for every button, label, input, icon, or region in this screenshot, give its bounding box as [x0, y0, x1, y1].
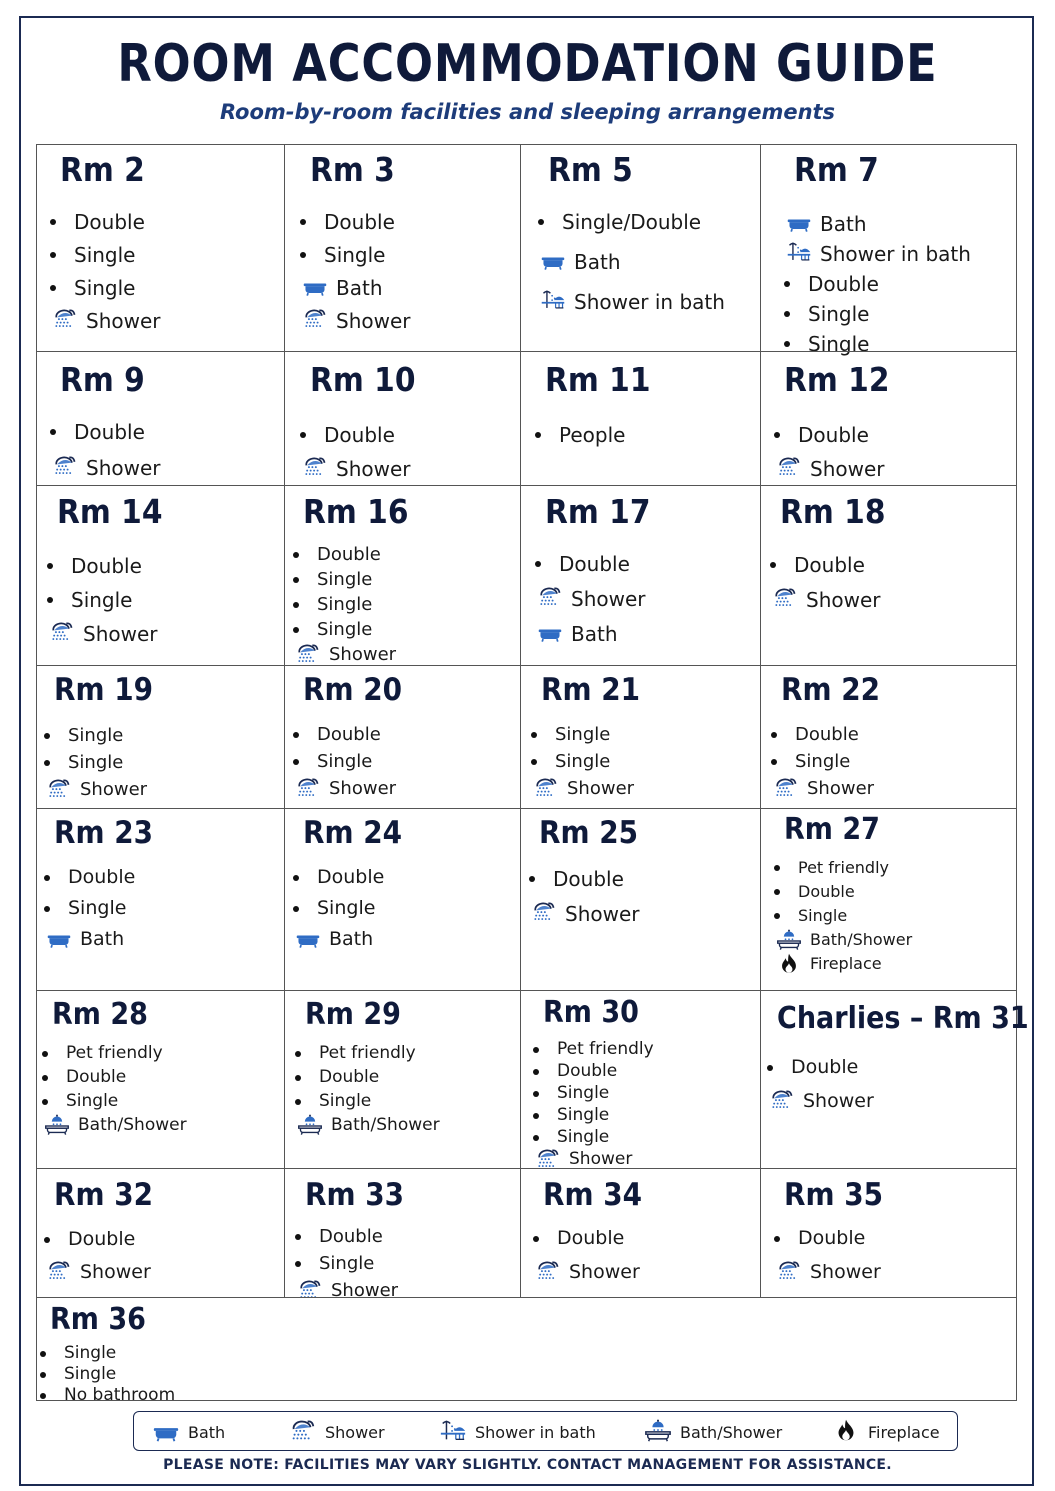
room-bed: Single	[808, 332, 870, 356]
room-title: Rm 12	[784, 360, 890, 399]
shower-head-icon	[295, 642, 321, 666]
room-bed: Single	[68, 752, 124, 773]
shower-head-icon	[295, 776, 321, 800]
room-bed: Single	[317, 897, 376, 919]
room-title: Rm 33	[305, 1177, 405, 1213]
room-bed: Single	[319, 1253, 375, 1274]
room-bed: Double	[68, 866, 136, 888]
room-facility: Bath/Shower	[810, 930, 913, 949]
footer-note: PLEASE NOTE: FACILITIES MAY VARY SLIGHTLY. CONTACT MANAGEMENT FOR ASSISTANCE.	[163, 1457, 892, 1473]
room-title: Rm 20	[303, 672, 403, 708]
room-bed: Single	[74, 243, 136, 267]
room-bed: Double	[798, 423, 869, 447]
room-facility: Shower	[806, 588, 881, 612]
room-facility: Bath	[574, 250, 621, 274]
room-title: Rm 10	[310, 360, 416, 399]
room-bed: Double	[553, 867, 624, 891]
room-title: Rm 25	[539, 815, 639, 851]
room-bed: Double	[798, 882, 855, 901]
room-bed: Single	[66, 1091, 119, 1111]
shower-over-bath-icon	[439, 1417, 467, 1447]
room-facility: Bath	[336, 276, 383, 300]
shower-over-bath-icon	[786, 240, 812, 264]
room-bed: Double	[68, 1228, 136, 1250]
room-facility: Shower	[567, 778, 635, 799]
room-title: Rm 7	[794, 150, 879, 189]
room-facility: Shower	[86, 309, 161, 333]
legend-item	[832, 1412, 940, 1452]
room-bed: Single	[317, 594, 373, 615]
room-facility: Bath	[571, 622, 618, 646]
bathtub-icon	[152, 1417, 180, 1447]
room-title: Rm 34	[543, 1177, 643, 1213]
room-title: Rm 27	[784, 812, 880, 847]
room-bed: Single	[324, 243, 386, 267]
room-bed: Pet friendly	[66, 1043, 163, 1063]
room-title: Rm 29	[305, 997, 401, 1032]
room-bed: Double	[557, 1227, 625, 1249]
room-title: Rm 21	[541, 672, 641, 708]
room-facility: Shower	[329, 644, 397, 665]
room-bed: Double	[74, 420, 145, 444]
bath-with-shower-icon	[644, 1417, 672, 1447]
legend-label: Shower in bath	[475, 1422, 596, 1442]
bathtub-icon	[540, 248, 566, 272]
legend	[133, 1411, 958, 1451]
room-facility: Shower	[565, 902, 640, 926]
room-bed: Pet friendly	[798, 858, 889, 877]
room-bed: Double	[66, 1067, 127, 1087]
shower-head-icon	[46, 777, 72, 801]
shower-head-icon	[769, 1088, 795, 1112]
shower-head-icon	[302, 455, 328, 479]
room-title: Rm 11	[545, 360, 651, 399]
page-title: ROOM ACCOMMODATION GUIDE	[117, 34, 938, 94]
shower-head-icon	[535, 1259, 561, 1283]
room-title: Rm 14	[57, 492, 163, 531]
bathtub-icon	[302, 274, 328, 298]
room-bed: Double	[795, 724, 859, 745]
room-title: Rm 24	[303, 815, 403, 851]
room-bed: Single	[317, 569, 373, 590]
shower-head-icon	[776, 455, 802, 479]
bathtub-icon	[537, 620, 563, 644]
room-bed: Single	[68, 725, 124, 746]
room-bed: Single	[557, 1127, 610, 1147]
room-title: Rm 3	[310, 150, 395, 189]
room-bed: Single	[74, 276, 136, 300]
room-facility: Shower	[331, 1280, 399, 1301]
room-facility: Shower	[83, 622, 158, 646]
room-title: Rm 32	[54, 1177, 154, 1213]
room-bed: Single	[557, 1105, 610, 1125]
room-bed: Single	[64, 1343, 117, 1363]
shower-head-icon	[52, 307, 78, 331]
room-bed: Single	[71, 588, 133, 612]
bath-with-shower-icon	[776, 928, 802, 952]
room-bed: Single	[795, 751, 851, 772]
room-bed: Double	[324, 210, 395, 234]
room-facility: Shower	[569, 1261, 640, 1283]
bath-with-shower-icon	[297, 1113, 323, 1137]
legend-label: Bath/Shower	[680, 1422, 783, 1442]
room-facility: Shower	[810, 457, 885, 481]
legend-item	[289, 1412, 385, 1452]
room-facility: Shower	[336, 457, 411, 481]
room-bed: Single	[798, 906, 848, 925]
legend-item	[152, 1412, 225, 1452]
room-title: Rm 35	[784, 1177, 884, 1213]
shower-head-icon	[773, 776, 799, 800]
room-bed: Single	[68, 897, 127, 919]
room-bed: Double	[317, 544, 381, 565]
room-title: Rm 17	[545, 492, 651, 531]
bath-with-shower-icon	[44, 1113, 70, 1137]
room-facility: Shower	[86, 456, 161, 480]
room-bed: Single	[64, 1364, 117, 1384]
room-title: Rm 28	[52, 997, 148, 1032]
room-bed: Double	[808, 272, 879, 296]
room-bed: Double	[319, 1067, 380, 1087]
room-bed: Double	[319, 1226, 383, 1247]
room-bed: Pet friendly	[319, 1043, 416, 1063]
room-bed: Single/Double	[562, 210, 702, 234]
room-facility: Bath	[820, 212, 867, 236]
shower-head-icon	[289, 1417, 317, 1447]
room-facility: Shower	[336, 309, 411, 333]
shower-head-icon	[776, 1259, 802, 1283]
room-facility: Shower	[569, 1149, 633, 1169]
room-bed: Single	[555, 724, 611, 745]
room-facility: Bath	[80, 928, 125, 950]
flame-icon	[776, 952, 802, 976]
room-facility: Shower	[810, 1261, 881, 1283]
room-title: Rm 36	[50, 1302, 146, 1337]
page-subtitle: Room-by-room facilities and sleeping arrangements	[219, 100, 836, 124]
room-bed: Double	[317, 866, 385, 888]
room-bed: People	[559, 423, 626, 447]
room-title: Rm 30	[543, 995, 639, 1030]
room-title: Rm 18	[780, 492, 886, 531]
room-title: Rm 23	[54, 815, 154, 851]
room-bed: Single	[319, 1091, 372, 1111]
shower-head-icon	[531, 900, 557, 924]
room-bed: Pet friendly	[557, 1039, 654, 1059]
room-title: Rm 22	[781, 672, 881, 708]
legend-label: Fireplace	[868, 1422, 940, 1442]
room-cell	[36, 1297, 1017, 1401]
shower-head-icon	[46, 1259, 72, 1283]
flame-icon	[832, 1417, 860, 1447]
room-bed: Single	[555, 751, 611, 772]
room-facility: Shower	[571, 587, 646, 611]
room-facility: Shower in bath	[820, 242, 971, 266]
room-title: Rm 9	[60, 360, 145, 399]
room-facility: Shower	[80, 779, 148, 800]
legend-label: Shower	[325, 1422, 385, 1442]
room-facility: Shower	[80, 1261, 151, 1283]
room-title: Charlies – Rm 31	[777, 1001, 1029, 1036]
legend-label: Bath	[188, 1422, 226, 1442]
room-bed: Single	[317, 751, 373, 772]
room-bed: Double	[317, 724, 381, 745]
shower-head-icon	[533, 776, 559, 800]
room-bed: Single	[317, 619, 373, 640]
shower-head-icon	[537, 585, 563, 609]
shower-head-icon	[52, 454, 78, 478]
shower-head-icon	[302, 307, 328, 331]
room-bed: Single	[557, 1083, 610, 1103]
room-bed: Double	[74, 210, 145, 234]
room-bed: Double	[324, 423, 395, 447]
bathtub-icon	[786, 210, 812, 234]
legend-item	[644, 1412, 782, 1452]
room-facility: Bath/Shower	[331, 1115, 440, 1135]
room-bed: Double	[559, 552, 630, 576]
room-facility: Fireplace	[810, 954, 882, 973]
room-title: Rm 5	[548, 150, 633, 189]
room-bed: Double	[794, 553, 865, 577]
shower-over-bath-icon	[540, 288, 566, 312]
room-facility: Shower	[329, 778, 397, 799]
room-facility: Shower	[807, 778, 875, 799]
room-facility: Shower	[803, 1090, 874, 1112]
shower-head-icon	[772, 586, 798, 610]
bathtub-icon	[295, 926, 321, 950]
room-title: Rm 2	[60, 150, 145, 189]
room-bed: No bathroom	[64, 1385, 176, 1405]
room-title: Rm 19	[54, 672, 154, 708]
shower-head-icon	[49, 620, 75, 644]
room-bed: Double	[798, 1227, 866, 1249]
room-facility: Shower in bath	[574, 290, 725, 314]
room-bed: Single	[808, 302, 870, 326]
room-title: Rm 16	[303, 492, 409, 531]
room-facility: Bath	[329, 928, 374, 950]
room-bed: Double	[791, 1056, 859, 1078]
room-bed: Double	[71, 554, 142, 578]
room-facility: Bath/Shower	[78, 1115, 187, 1135]
legend-item	[439, 1412, 596, 1452]
bathtub-icon	[46, 926, 72, 950]
room-bed: Double	[557, 1061, 618, 1081]
